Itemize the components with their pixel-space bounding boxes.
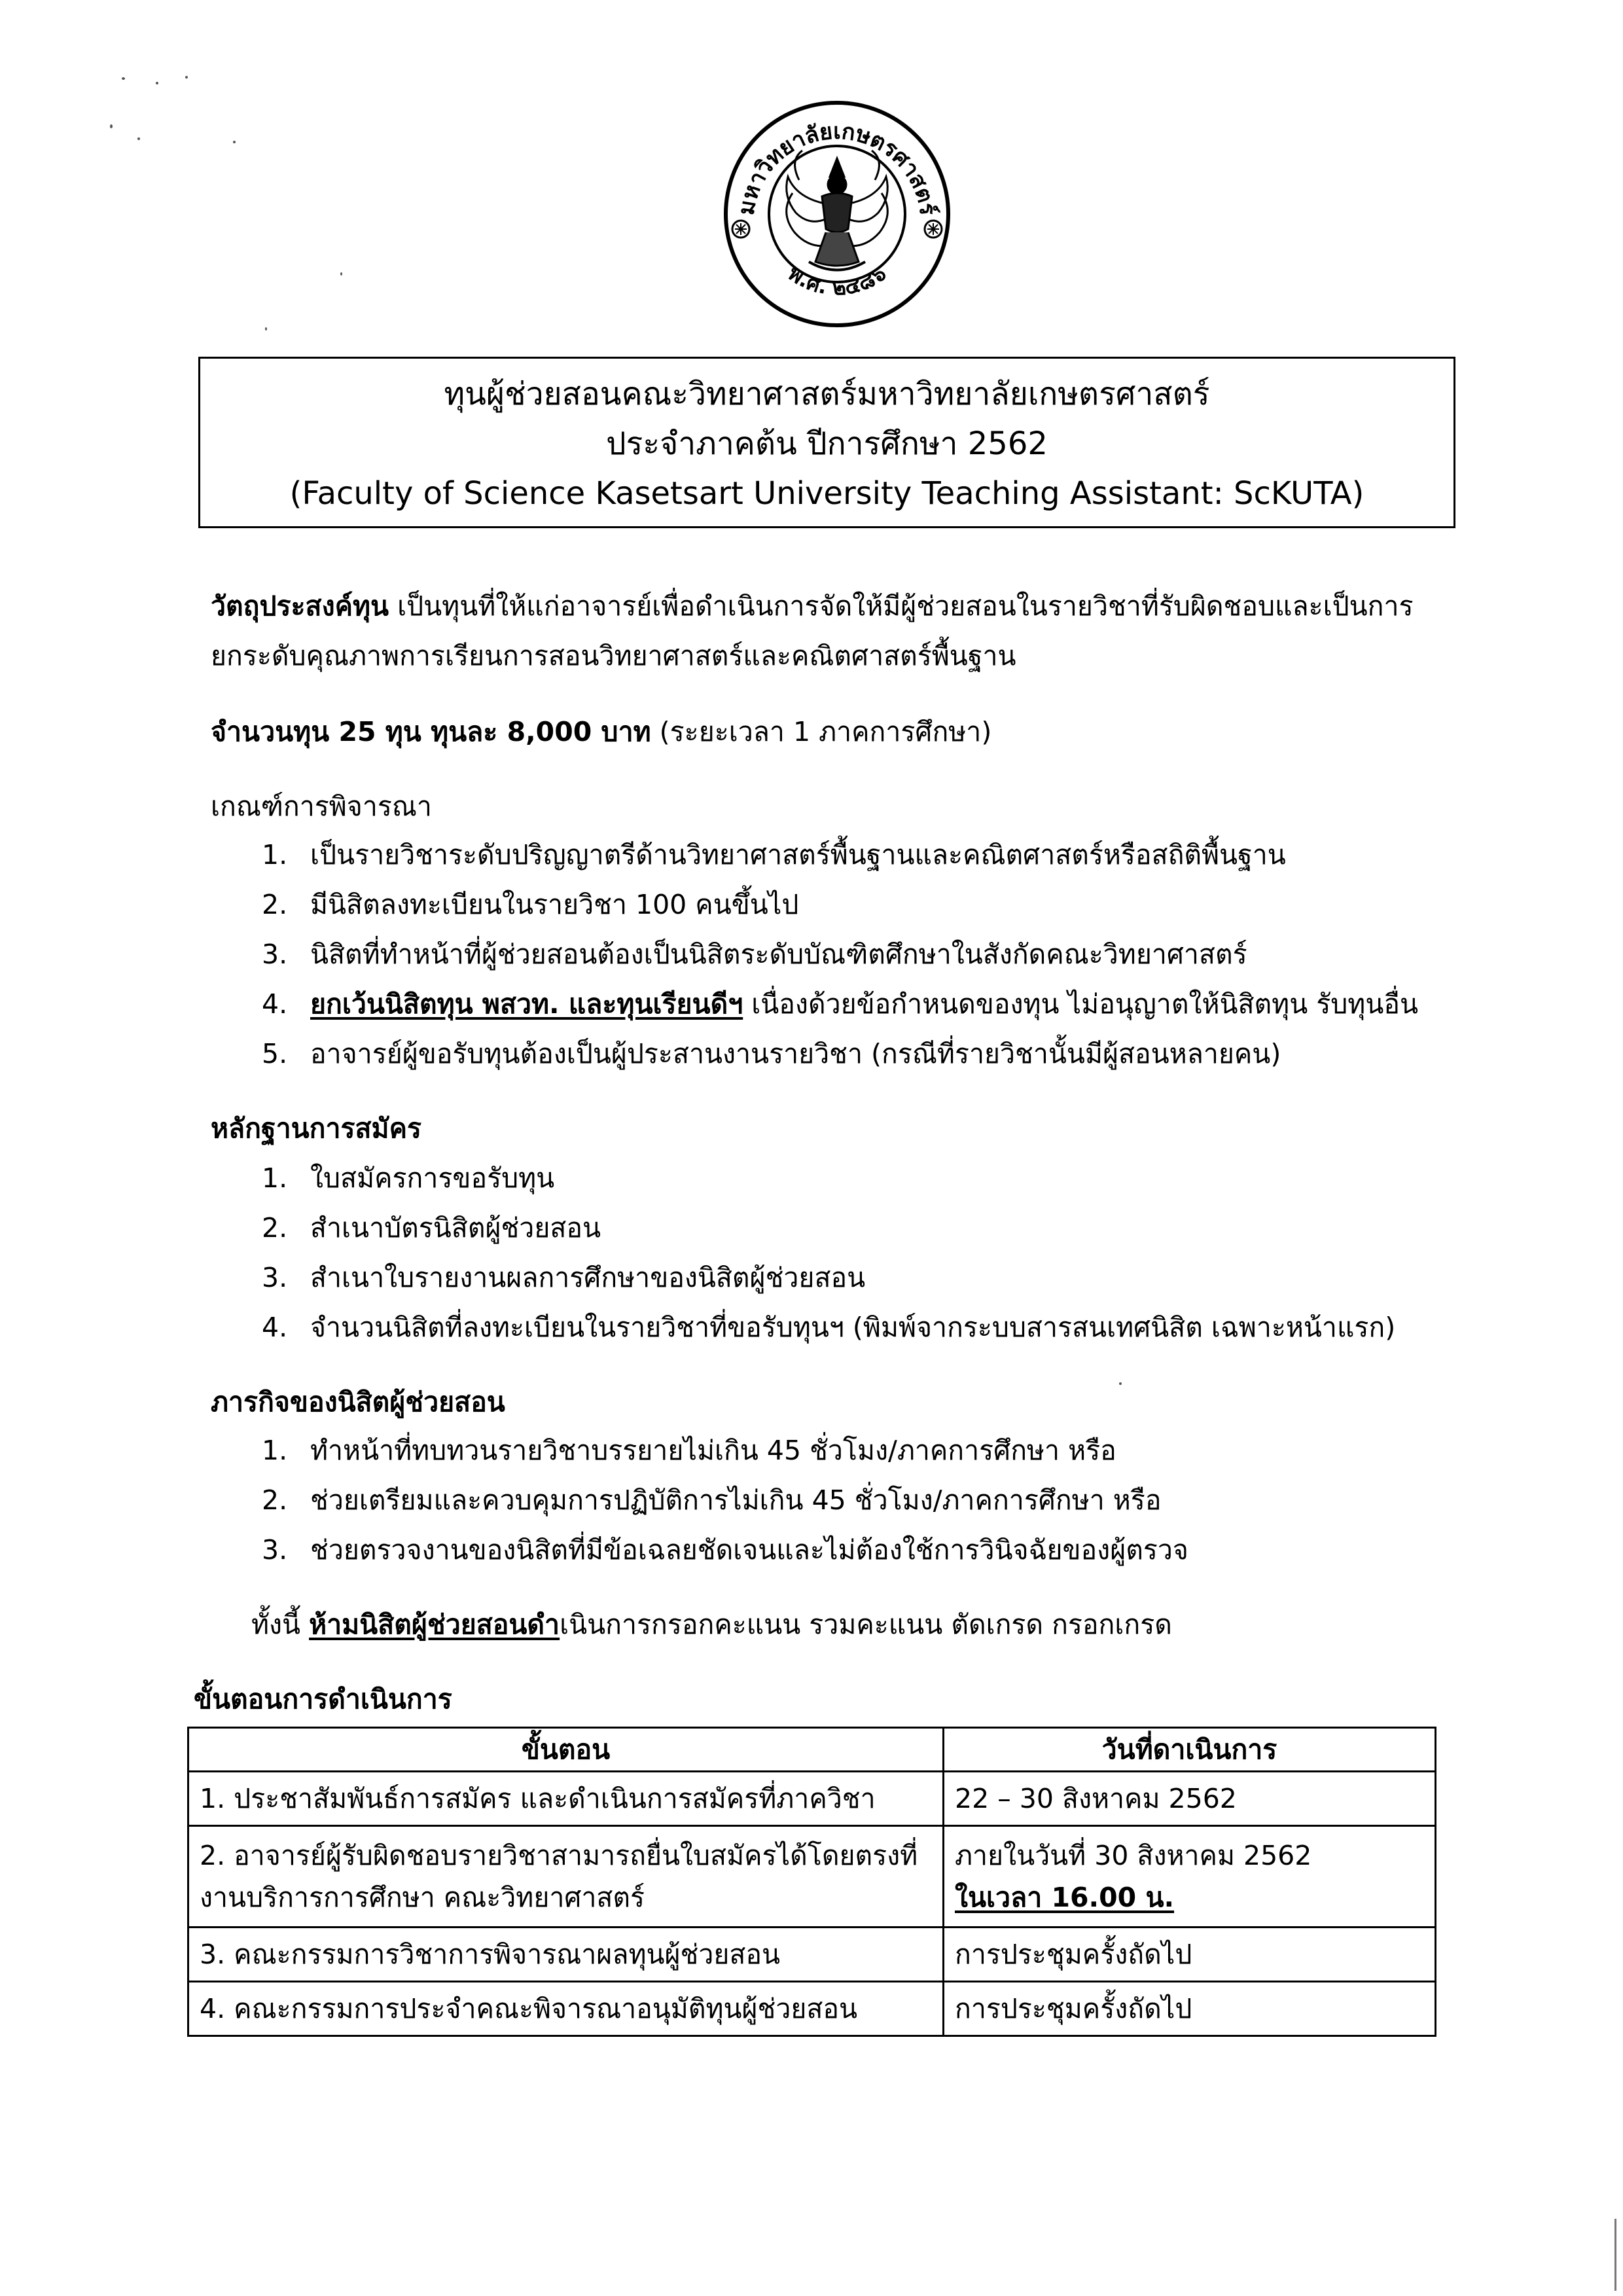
- date-cell: การประชุมครั้งถัดไป: [944, 1928, 1436, 1982]
- documents-number: 3.: [262, 1262, 288, 1293]
- scan-speck: [1119, 1382, 1122, 1385]
- duties-heading: ภารกิจของนิสิตผู้ช่วยสอน: [211, 1386, 505, 1418]
- grant-amount: [211, 715, 991, 749]
- procedure-heading: ขั้นตอนการดำเนินการ: [194, 1683, 452, 1715]
- criteria-number: 5.: [262, 1038, 288, 1069]
- duties-item: ช่วยเตรียมและควบคุมการปฏิบัติการไม่เกิน 45 ชั่วโมง/ภาคการศึกษา หรือ: [310, 1484, 1162, 1516]
- title-box: [198, 357, 1455, 528]
- criteria-number: 4.: [262, 988, 288, 1020]
- documents-number: 4.: [262, 1312, 288, 1343]
- scan-speck: [137, 137, 140, 140]
- step-cell: 4. คณะกรรมการประจำคณะพิจารณาอนุมัติทุนผู้ช่วยสอน: [188, 1982, 944, 2036]
- step-cell-line-2: งานบริการการศึกษา คณะวิทยาศาสตร์: [200, 1882, 645, 1913]
- duties-note-prefix: ทั้งนี้: [251, 1609, 310, 1640]
- column-header-step: ขั้นตอน: [188, 1728, 944, 1772]
- scan-speck: [265, 327, 267, 331]
- criteria-item: เป็นรายวิชาระดับปริญญาตรีด้านวิทยาศาสตร์พื้นฐานและคณิตศาสตร์หรือสถิติพื้นฐาน: [310, 839, 1286, 870]
- documents-number: 2.: [262, 1212, 288, 1244]
- objective-label: วัตถุประสงค์ทุน: [211, 590, 389, 622]
- criteria-exception-emphasis: ยกเว้นนิสิตทุน พสวท. และทุนเรียนดีฯ: [310, 988, 743, 1020]
- seal-bottom-text: พ.ศ. ๒๔๘๖: [783, 260, 891, 300]
- duties-item: ช่วยตรวจงานของนิสิตที่มีข้อเฉลยชัดเจนและไม่ต้องใช้การวินิจฉัยของผู้ตรวจ: [310, 1534, 1188, 1566]
- seal-ornament-right: [925, 221, 942, 238]
- duties-number: 3.: [262, 1534, 288, 1566]
- objective-text-1: เป็นทุนที่ให้แก่อาจารย์เพื่อดำเนินการจัดให้มีผู้ช่วยสอนในรายวิชาที่รับผิดชอบและเป็นการ: [389, 590, 1414, 622]
- table-row: [188, 1982, 1436, 2036]
- duties-item: ทำหน้าที่ทบทวนรายวิชาบรรยายไม่เกิน 45 ชั่วโมง/ภาคการศึกษา หรือ: [310, 1435, 1116, 1466]
- duties-number: 2.: [262, 1484, 288, 1516]
- criteria-number: 1.: [262, 839, 288, 870]
- criteria-number: 2.: [262, 889, 288, 920]
- documents-item: สำเนาบัตรนิสิตผู้ช่วยสอน: [310, 1212, 601, 1244]
- university-seal-logo: [717, 98, 957, 330]
- documents-item: สำเนาใบรายงานผลการศึกษาของนิสิตผู้ช่วยสอน: [310, 1262, 866, 1293]
- scan-speck: [156, 82, 158, 84]
- documents-item: จำนวนนิสิตที่ลงทะเบียนในรายวิชาที่ขอรับทุนฯ (พิมพ์จากระบบสารสนเทศนิสิต เฉพาะหน้าแรก): [310, 1312, 1396, 1343]
- scan-speck: [185, 76, 188, 79]
- step-cell-line-1: 2. อาจารย์ผู้รับผิดชอบรายวิชาสามารถยื่นใบสมัครได้โดยตรงที่: [200, 1840, 918, 1871]
- scan-edge-mark: [1614, 2219, 1616, 2291]
- duties-note-emphasis: ห้ามนิสิตผู้ช่วยสอนดำ: [309, 1609, 560, 1640]
- table-row: [188, 1928, 1436, 1982]
- seal-ornament-left: [732, 221, 749, 238]
- criteria-item: อาจารย์ผู้ขอรับทุนต้องเป็นผู้ประสานงานรายวิชา (กรณีที่รายวิชานั้นมีผู้สอนหลายคน): [310, 1038, 1281, 1069]
- objective-paragraph: [211, 589, 1414, 623]
- date-cell: [944, 1826, 1436, 1928]
- grant-amount-label: จำนวนทุน 25 ทุน ทุนละ 8,000 บาท: [211, 716, 651, 747]
- documents-number: 1.: [262, 1162, 288, 1194]
- title-line-2: ประจำภาคต้น ปีการศึกษา 2562: [606, 425, 1048, 462]
- procedure-table: [187, 1727, 1436, 2037]
- criteria-item: มีนิสิตลงทะเบียนในรายวิชา 100 คนขึ้นไป: [310, 889, 799, 920]
- duties-number: 1.: [262, 1435, 288, 1466]
- date-cell-line-1: ภายในวันที่ 30 สิงหาคม 2562: [955, 1840, 1312, 1871]
- date-cell: การประชุมครั้งถัดไป: [944, 1982, 1436, 2036]
- title-line-1: ทุนผู้ช่วยสอนคณะวิทยาศาสตร์มหาวิทยาลัยเกษตรศาสตร์: [444, 376, 1210, 412]
- grant-amount-note: (ระยะเวลา 1 ภาคการศึกษา): [651, 716, 992, 747]
- table-row: [188, 1826, 1436, 1928]
- duties-note: [251, 1607, 1172, 1641]
- duties-note-rest: เนินการกรอกคะแนน รวมคะแนน ตัดเกรด กรอกเกรด: [560, 1609, 1172, 1640]
- documents-item: ใบสมัครการขอรับทุน: [310, 1162, 555, 1194]
- seal-top-text: มหาวิทยาลัยเกษตรศาสตร์: [733, 118, 941, 217]
- objective-text-2: ยกระดับคุณภาพการเรียนการสอนวิทยาศาสตร์และคณิตศาสตร์พื้นฐาน: [211, 640, 1016, 672]
- criteria-number: 3.: [262, 939, 288, 970]
- seal-deity-emblem: [787, 151, 888, 270]
- criteria-heading: เกณฑ์การพิจารณา: [211, 791, 432, 822]
- scan-speck: [110, 124, 113, 128]
- scan-speck: [340, 272, 342, 276]
- deadline-time: ในเวลา 16.00 น.: [955, 1882, 1175, 1913]
- step-cell: 1. ประชาสัมพันธ์การสมัคร และดำเนินการสมัครที่ภาควิชา: [188, 1772, 944, 1826]
- table-row: [188, 1772, 1436, 1826]
- documents-heading: หลักฐานการสมัคร: [211, 1113, 422, 1144]
- criteria-item: นิสิตที่ทำหน้าที่ผู้ช่วยสอนต้องเป็นนิสิตระดับบัณฑิตศึกษาในสังกัดคณะวิทยาศาสตร์: [310, 939, 1247, 970]
- scan-speck: [122, 77, 125, 80]
- table-header-row: [188, 1728, 1436, 1772]
- step-cell: 3. คณะกรรมการวิชาการพิจารณาผลทุนผู้ช่วยสอน: [188, 1928, 944, 1982]
- step-cell: [188, 1826, 944, 1928]
- date-cell: 22 – 30 สิงหาคม 2562: [944, 1772, 1436, 1826]
- title-line-3: (Faculty of Science Kasetsart University Teaching Assistant: ScKUTA): [289, 475, 1364, 512]
- scan-speck: [233, 141, 236, 143]
- criteria-exception-text: เนื่องด้วยข้อกำหนดของทุน ไม่อนุญาตให้นิสิตทุน รับทุนอื่น: [743, 988, 1419, 1020]
- column-header-date: วันที่ดาเนินการ: [944, 1728, 1436, 1772]
- criteria-item: [310, 987, 1418, 1021]
